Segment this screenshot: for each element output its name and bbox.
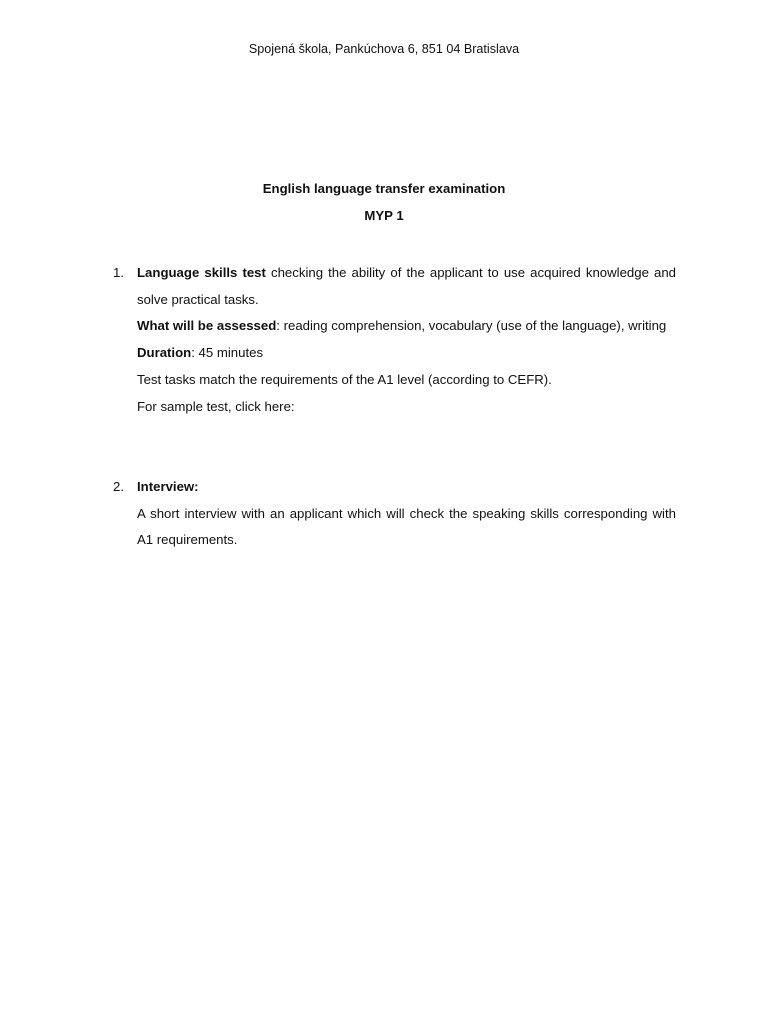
title-line-1: English language transfer examination [262,181,506,196]
assessed-label: What will be assessed [137,318,277,334]
list-item-body [137,474,676,554]
language-test-text: checking the ability of the applicant to use acquired knowledge and solve practical tasks. [137,265,676,307]
duration-label: Duration [137,345,192,361]
assessed-text: : reading comprehension, vocabulary (use of the language), writing [276,318,667,334]
list-number: 2. [113,479,124,494]
sample-test-link[interactable]: For sample test, click here: [137,398,295,414]
document-title [0,180,768,234]
title-line-2: MYP 1 [364,208,404,223]
school-address: Spojená škola, Pankúchova 6, 851 04 Bratislava [248,42,520,56]
language-test-description [137,260,676,313]
duration-line [137,340,676,367]
duration-text: : 45 minutes [191,345,264,361]
list-item-body [137,260,676,420]
assessed-line [137,313,676,340]
interview-heading: Interview: [137,479,199,494]
list-number: 1. [113,265,124,280]
language-test-label: Language skills test [137,265,266,280]
interview-text: A short interview with an applicant which will check the speaking skills corresponding with A1 requirements. [137,505,676,548]
requirements-line: Test tasks match the requirements of the A1 level (according to CEFR). [137,371,552,387]
